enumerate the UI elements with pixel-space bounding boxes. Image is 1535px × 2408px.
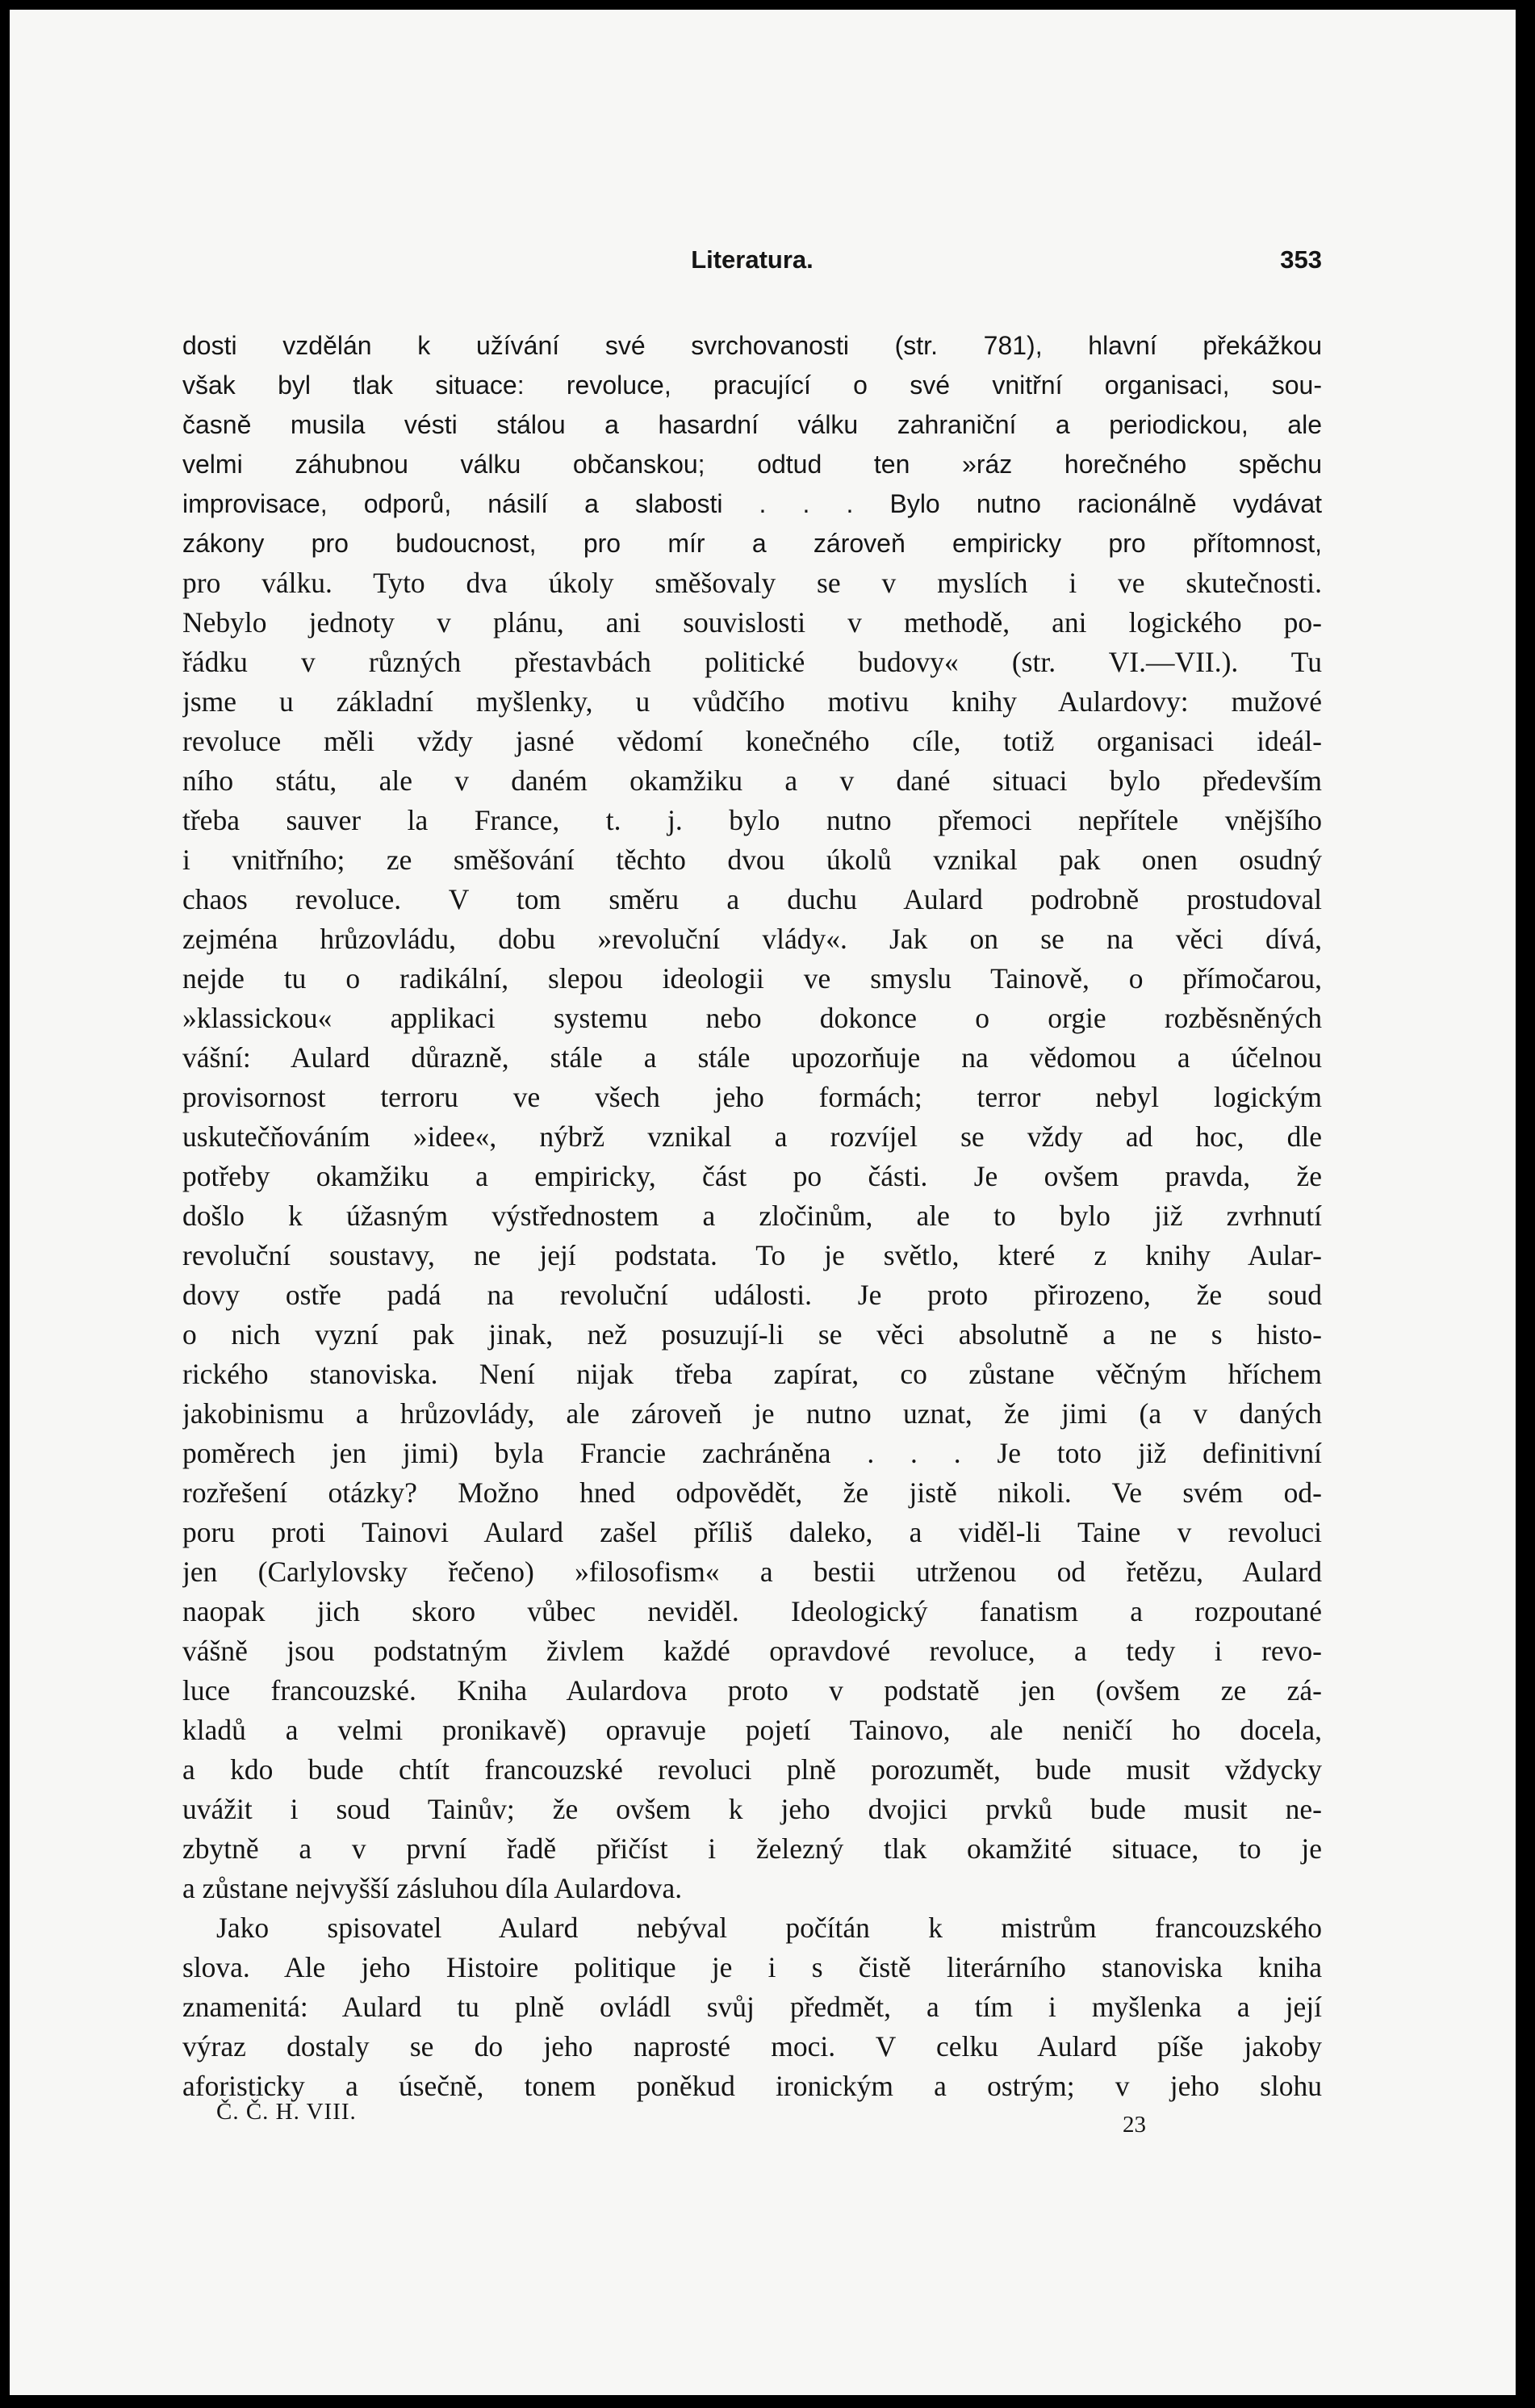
text-line: však byl tlak situace: revoluce, pracující o své vnitřní organisaci, sou- xyxy=(182,371,1322,400)
header-title: Literatura. xyxy=(691,245,814,274)
text-line: třeba sauver la France, t. j. bylo nutno přemoci nepřítele vnějšího xyxy=(182,804,1322,836)
text-line: slova. Ale jeho Histoire politique je i s čistě literárního stanoviska kniha xyxy=(182,1951,1322,1983)
text-line: potřeby okamžiku a empiricky, část po části. Je ovšem pravda, že xyxy=(182,1160,1322,1192)
text-line: poru proti Tainovi Aulard zašel příliš daleko, a viděl-li Taine v revoluci xyxy=(182,1516,1322,1548)
text-line: poměrech jen jimi) byla Francie zachráněna . . . Je toto již definitivní xyxy=(182,1437,1322,1469)
text-line: improvisace, odporů, násilí a slabosti . . . Bylo nutno racionálně vydávat xyxy=(182,489,1322,518)
text-line: a kdo bude chtít francouzské revoluci plně porozumět, bude musit vždycky xyxy=(182,1753,1322,1786)
page-number: 353 xyxy=(1280,245,1322,274)
text-line: výraz dostaly se do jeho naprosté moci. V celku Aulard píše jakoby xyxy=(182,2030,1322,2063)
text-line: o nich vyzní pak jinak, než posuzují-li se věci absolutně a ne s histo- xyxy=(182,1318,1322,1351)
text-line: vášní: Aulard důrazně, stále a stále upozorňuje na vědomou a účelnou xyxy=(182,1041,1322,1074)
text-line: Nebylo jednoty v plánu, ani souvislosti v methodě, ani logického po- xyxy=(182,606,1322,639)
page-footer xyxy=(182,2099,1322,2138)
text-line: uvážit i soud Tainův; že ovšem k jeho dvojici prvků bude musit ne- xyxy=(182,1793,1322,1825)
text-line: ního státu, ale v daném okamžiku a v dané situaci bylo především xyxy=(182,764,1322,797)
text-line: znamenitá: Aulard tu plně ovládl svůj předmět, a tím i myšlenka a její xyxy=(182,1991,1322,2023)
text-line: došlo k úžasným výstřednostem a zločinům, ale to bylo již zvrhnutí xyxy=(182,1200,1322,1232)
text-line: chaos revoluce. V tom směru a duchu Aulard podrobně prostudoval xyxy=(182,883,1322,915)
text-line: aforisticky a úsečně, tonem poněkud ironickým a ostrým; v jeho slohu xyxy=(182,2070,1322,2102)
running-header xyxy=(182,245,1322,278)
text-line: časně musila vésti stálou a hasardní válku zahraniční a periodickou, ale xyxy=(182,410,1322,439)
text-line: i vnitřního; ze směšování těchto dvou úkolů vznikal pak onen osudný xyxy=(182,844,1322,876)
text-line: zbytně a v první řadě přičíst i železný tlak okamžité situace, to je xyxy=(182,1832,1322,1865)
text-line: a zůstane nejvyšší zásluhou díla Aulardova. xyxy=(182,1872,683,1904)
text-line: pro válku. Tyto dva úkoly směšovaly se v myslích i ve skutečnosti. xyxy=(182,567,1322,599)
text-line: zejména hrůzovládu, dobu »revoluční vlády«. Jak on se na věci dívá, xyxy=(182,923,1322,955)
text-line: »klassickou« applikaci systemu nebo dokonce o orgie rozběsněných xyxy=(182,1002,1322,1034)
text-line: revoluce měli vždy jasné vědomí konečného cíle, totiž organisaci ideál- xyxy=(182,725,1322,757)
text-line: jen (Carlylovsky řečeno) »filosofism« a bestii utrženou od řetězu, Aulard xyxy=(182,1556,1322,1588)
text-line: vášně jsou podstatným živlem každé opravdové revoluce, a tedy i revo- xyxy=(182,1635,1322,1667)
text-line: dovy ostře padá na revoluční události. Je proto přirozeno, že soud xyxy=(182,1279,1322,1311)
text-line: rického stanoviska. Není nijak třeba zapírat, co zůstane věčným hříchem xyxy=(182,1358,1322,1390)
text-line: revoluční soustavy, ne její podstata. To je světlo, které z knihy Aular- xyxy=(182,1239,1322,1271)
text-line: kladů a velmi pronikavě) opravuje pojetí Tainovo, ale neničí ho docela, xyxy=(182,1714,1322,1746)
signature-mark: Č. Č. H. VIII. xyxy=(216,2099,357,2125)
text-line: provisornost terroru ve všech jeho formách; terror nebyl logickým xyxy=(182,1081,1322,1113)
sheet-number: 23 xyxy=(1123,2112,1146,2138)
page xyxy=(10,10,1516,2395)
text-line: nejde tu o radikální, slepou ideologii ve smyslu Tainově, o přímočarou, xyxy=(182,962,1322,995)
text-line: řádku v různých přestavbách politické budovy« (str. VI.—VII.). Tu xyxy=(182,646,1322,678)
text-line: jsme u základní myšlenky, u vůdčího motivu knihy Aulardovy: mužové xyxy=(182,685,1322,718)
text-line: naopak jich skoro vůbec neviděl. Ideologický fanatism a rozpoutané xyxy=(182,1595,1322,1627)
article-text xyxy=(182,326,1322,2106)
text-line: rozřešení otázky? Možno hned odpovědět, že jistě nikoli. Ve svém od- xyxy=(182,1476,1322,1509)
text-line: dosti vzdělán k užívání své svrchovanosti (str. 781), hlavní překážkou xyxy=(182,331,1322,360)
text-line: velmi záhubnou válku občanskou; odtud ten »ráz horečného spěchu xyxy=(182,450,1322,479)
text-line: zákony pro budoucnost, pro mír a zároveň empiricky pro přítomnost, xyxy=(182,529,1322,558)
text-line: Jako spisovatel Aulard nebýval počítán k mistrům francouzského xyxy=(216,1912,1322,1944)
text-line: jakobinismu a hrůzovlády, ale zároveň je nutno uznat, že jimi (a v daných xyxy=(182,1397,1322,1430)
text-line: luce francouzské. Kniha Aulardova proto v podstatě jen (ovšem ze zá- xyxy=(182,1674,1322,1707)
text-line: uskutečňováním »idee«, nýbrž vznikal a rozvíjel se vždy ad hoc, dle xyxy=(182,1120,1322,1153)
